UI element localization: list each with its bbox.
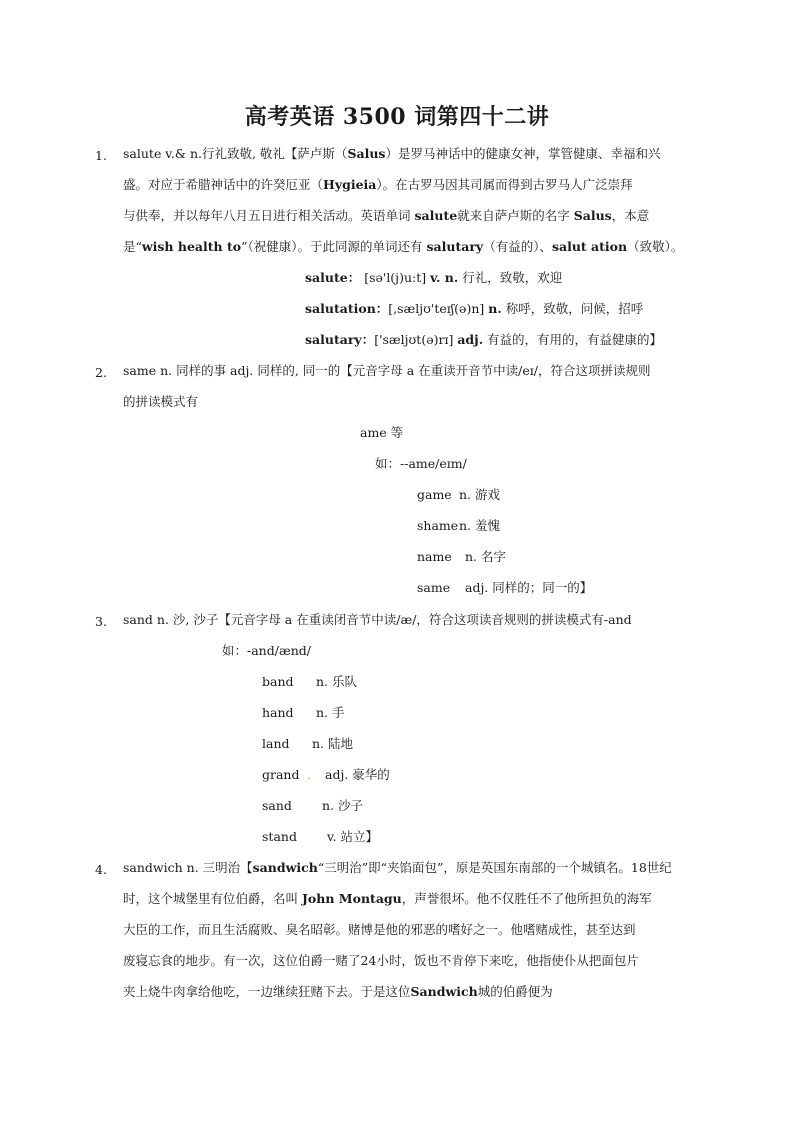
example-word: name n. 名字 [417, 549, 506, 564]
entry-number: 4. [95, 862, 107, 877]
example-word: band n. 乐队 [262, 674, 357, 689]
example-word: same adj. 同样的；同一的】 [417, 580, 593, 595]
word-definition-salutary: salutary：['sæljʊt(ə)rɪ] adj. 有益的，有用的，有益健康的】 [305, 332, 663, 347]
entry4-line1: sandwich n. 三明治【sandwich“三明治”即“夹馅面包”，原是英国东南部的一个城镇名。18世纪 [123, 860, 672, 875]
entry2-line1: same n. 同样的事 adj. 同样的, 同一的【元音字母 a 在重读开音节中读/eɪ/，符合这项拼读规则 [123, 363, 651, 378]
example-word: hand n. 手 [262, 705, 345, 720]
entry-number: 2. [95, 365, 107, 380]
example-word: land n. 陆地 [262, 736, 353, 751]
entry4-line3: 大臣的工作，而且生活腐败、臭名昭彰。赌博是他的邪恶的嗜好之一。他嗜赌成性，甚至达到 [123, 922, 636, 937]
spelling-pattern: ame 等 [360, 425, 404, 440]
entry3-line1: sand n. 沙, 沙子【元音字母 a 在重读闭音节中读/æ/，符合这项读音规则的拼读模式有-and [123, 612, 632, 627]
entry1-line1: salute v.& n.行礼致敬, 敬礼【萨卢斯（Salus）是罗马神话中的健康女神，掌管健康、幸福和兴 [123, 146, 661, 161]
example-word: game n. 游戏 [417, 487, 500, 502]
word-definition-salute: salute： [sə'l(j)u:t] v. n. 行礼，致敬，欢迎 [305, 270, 563, 285]
page-title: 高考英语 3500 词第四十二讲 [244, 104, 550, 130]
entry2-line2: 的拼读模式有 [123, 394, 199, 409]
entry4-line4: 废寝忘食的地步。有一次，这位伯爵一赌了24小时，饭也不肯停下来吃，他指使仆从把面包片 [123, 953, 639, 968]
entry1-line3: 与供奉，并以每年八月五日进行相关活动。英语单词 salute就来自萨卢斯的名字 Salus，本意 [123, 208, 650, 223]
entry-number: 1. [95, 148, 107, 163]
example-word: sand n. 沙子 [262, 798, 363, 813]
example-label: 如：-and/ænd/ [222, 643, 311, 658]
entry4-line5: 夹上烧牛肉拿给他吃，一边继续狂赌下去。于是这位Sandwich城的伯爵便为 [123, 984, 553, 999]
example-label: 如：--ame/eɪm/ [375, 456, 467, 471]
example-word: grand . adj. 豪华的 [262, 767, 390, 782]
entry-number: 3. [95, 614, 107, 629]
word-definition-salutation: salutation：[,sæljʊ'teɪʃ(ə)n] n. 称呼，致敬，问候，招呼 [305, 301, 644, 316]
entry1-line2: 盛。对应于希腊神话中的许癸厄亚（Hygieia）。在古罗马因其司属而得到古罗马人广泛崇拜 [123, 177, 633, 192]
entry4-line2: 时，这个城堡里有位伯爵，名叫 John Montagu，声誉很坏。他不仅胜任不了他所担负的海军 [123, 891, 652, 906]
example-word: stand v. 站立】 [262, 829, 379, 844]
entry1-line4: 是“wish health to”（祝健康）。于此同源的单词还有 salutary（有益的）、salut ation（致敬）。 [123, 239, 684, 254]
example-word: shamen. 羞愧 [417, 518, 500, 533]
